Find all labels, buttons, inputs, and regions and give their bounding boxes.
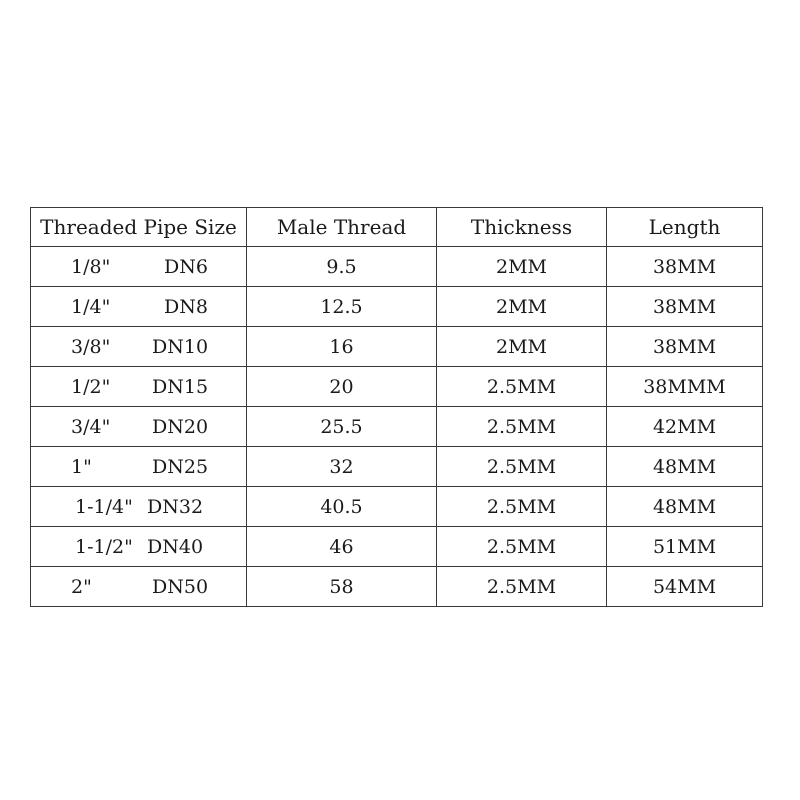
cell-threaded-pipe-size [31,447,247,487]
cell-threaded-pipe-size [31,247,247,287]
pipe-size-inch: 1-1/4" [75,495,133,518]
cell-thickness: 2MM [437,327,607,367]
cell-male-thread: 12.5 [247,287,437,327]
pipe-size-dn: DN40 [147,535,204,558]
cell-thickness: 2.5MM [437,567,607,607]
pipe-size-table [30,207,763,607]
cell-threaded-pipe-size [31,407,247,447]
pipe-size-dn: DN50 [152,575,209,598]
cell-length: 38MM [607,247,763,287]
pipe-size-dn: DN8 [164,295,208,318]
cell-threaded-pipe-size [31,367,247,407]
table-row [31,287,763,327]
header-male-thread: Male Thread [247,208,437,247]
pipe-size-dn: DN10 [152,335,209,358]
pipe-size-dn: DN25 [152,455,209,478]
table-row [31,407,763,447]
cell-thickness: 2.5MM [437,487,607,527]
table-row [31,247,763,287]
cell-male-thread: 20 [247,367,437,407]
pipe-size-inch: 2" [71,575,92,598]
pipe-size-dn: DN20 [152,415,209,438]
pipe-size-inch: 1" [71,455,92,478]
cell-threaded-pipe-size [31,287,247,327]
cell-length: 38MM [607,287,763,327]
pipe-size-inch: 1/8" [71,255,111,278]
pipe-size-inch: 1-1/2" [75,535,133,558]
cell-thickness: 2MM [437,247,607,287]
cell-length: 51MM [607,527,763,567]
pipe-size-inch: 3/8" [71,335,111,358]
table-row [31,527,763,567]
cell-male-thread: 46 [247,527,437,567]
cell-male-thread: 16 [247,327,437,367]
pipe-size-inch: 1/4" [71,295,111,318]
cell-threaded-pipe-size [31,527,247,567]
cell-length: 48MM [607,447,763,487]
cell-length: 48MM [607,487,763,527]
table-row [31,367,763,407]
cell-male-thread: 58 [247,567,437,607]
table-row [31,567,763,607]
table-body [31,247,763,607]
pipe-size-dn: DN32 [147,495,204,518]
table-row [31,327,763,367]
table-row [31,447,763,487]
cell-length: 54MM [607,567,763,607]
cell-thickness: 2.5MM [437,407,607,447]
cell-male-thread: 32 [247,447,437,487]
cell-length: 42MM [607,407,763,447]
cell-thickness: 2MM [437,287,607,327]
cell-male-thread: 9.5 [247,247,437,287]
cell-thickness: 2.5MM [437,367,607,407]
header-thickness: Thickness [437,208,607,247]
pipe-size-inch: 3/4" [71,415,111,438]
cell-thickness: 2.5MM [437,447,607,487]
cell-thickness: 2.5MM [437,527,607,567]
cell-male-thread: 25.5 [247,407,437,447]
table-row [31,487,763,527]
cell-threaded-pipe-size [31,327,247,367]
cell-length: 38MM [607,327,763,367]
cell-male-thread: 40.5 [247,487,437,527]
table-header-row [31,208,763,247]
header-length: Length [607,208,763,247]
pipe-size-dn: DN6 [164,255,208,278]
pipe-size-inch: 1/2" [71,375,111,398]
cell-threaded-pipe-size [31,487,247,527]
header-threaded-pipe-size: Threaded Pipe Size [31,208,247,247]
pipe-size-dn: DN15 [152,375,209,398]
cell-length: 38MMM [607,367,763,407]
cell-threaded-pipe-size [31,567,247,607]
